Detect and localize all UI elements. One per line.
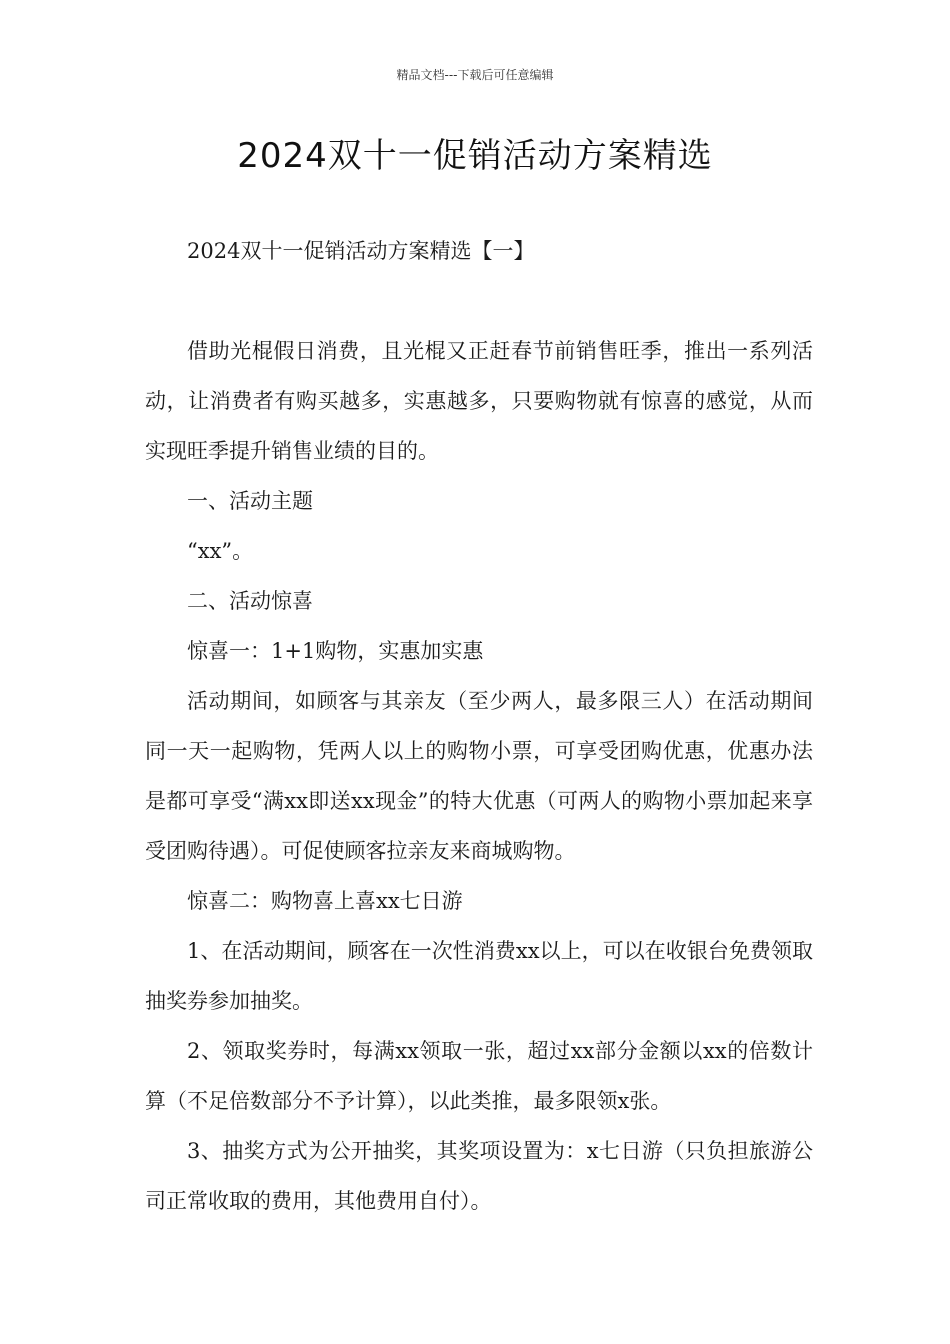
heading-activity-surprises: 二、活动惊喜: [187, 589, 313, 613]
heading-surprise-one: 惊喜一：1+1购物，实惠加实惠: [187, 639, 484, 663]
list-item-1: 1、在活动期间，顾客在一次性消费xx以上，可以在收银台免费领取抽奖券参加抽奖。: [145, 939, 813, 1013]
heading-surprise-two: 惊喜二：购物喜上喜xx七日游: [187, 889, 463, 913]
list-item-2: 2、领取奖券时，每满xx领取一张，超过xx部分金额以xx的倍数计算（不足倍数部分不予计算），以此类推，最多限领x张。: [145, 1039, 813, 1113]
document-title: 2024双十一促销活动方案精选: [237, 136, 713, 176]
heading-activity-theme: 一、活动主题: [187, 489, 313, 513]
document-body: [145, 326, 813, 1226]
header-note: 精品文档---下载后可任意编辑: [396, 68, 554, 82]
section-heading: [145, 226, 813, 276]
paragraph-theme: “xx”。: [187, 539, 254, 563]
list-item-3: 3、抽奖方式为公开抽奖，其奖项设置为：x七日游（只负担旅游公司正常收取的费用，其他费用自付）。: [145, 1139, 813, 1213]
paragraph-intro: 借助光棍假日消费，且光棍又正赶春节前销售旺季，推出一系列活动，让消费者有购买越多，实惠越多，只要购物就有惊喜的感觉，从而实现旺季提升销售业绩的目的。: [145, 339, 813, 463]
section-heading-text: 2024双十一促销活动方案精选【一】: [187, 239, 535, 263]
paragraph-surprise-one: 活动期间，如顾客与其亲友（至少两人，最多限三人）在活动期间同一天一起购物，凭两人以上的购物小票，可享受团购优惠，优惠办法是都可享受“满xx即送xx现金”的特大优惠（可两人的购物小票加起来享受团购待遇）。可促使顾客拉亲友来商城购物。: [145, 689, 813, 863]
